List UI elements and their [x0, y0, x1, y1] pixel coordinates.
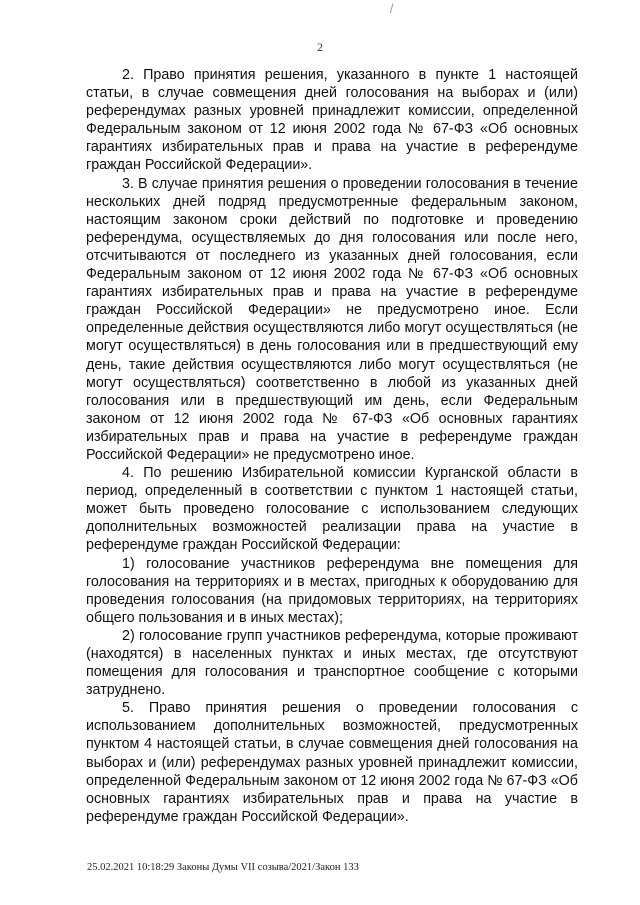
footer-stamp: 25.02.2021 10:18:29 Законы Думы VII созыва/2021/Закон 133 [87, 862, 359, 873]
paragraph-5: 5. Право принятия решения о проведении голосования с использованием дополнительных возможностей, предусмотренных пунктом 4 настоящей статьи, в случае совмещения дней голосования на выборах и (или) референдумах разных уровней принадлежит комиссии, определенной Федеральным законом от 12 июня 2002 года № 67-ФЗ «Об основных гарантиях избирательных прав и права на участие в референдуме граждан Российской Федерации». [86, 700, 578, 825]
list-item-2: 2) голосование групп участников референдума, которые проживают (находятся) в населенных пунктах и иных местах, где отсутствуют помещения для голосования и транспортное сообщение с которыми затруднено. [86, 627, 578, 699]
list-item-1: 1) голосование участников референдума вне помещения для голосования на территориях и в местах, пригодных к оборудованию для проведения голосования (на придомовых территориях, на территориях общего пользования и в иных местах); [86, 555, 578, 626]
paragraph-2: 2. Право принятия решения, указанного в пункте 1 настоящей статьи, в случае совмещения дней голосования на выборах и (или) референдумах разных уровней принадлежит комиссии, определенной Федеральным законом от 12 июня 2002 года № 67-ФЗ «Об основных гарантиях избирательных прав и права на участие в референдуме граждан Российской Федерации». [86, 67, 578, 174]
page-number: 2 [317, 40, 323, 54]
document-body [86, 66, 578, 826]
scan-mark [390, 4, 397, 15]
paragraph-3: 3. В случае принятия решения о проведении голосования в течение нескольких дней подряд предусмотренные федеральным законом, настоящим законом сроки действий по подготовке и проведению референдума, осуществляемых до дня голосования или после него, отсчитываются от последнего из указанных дней голосования, если Федеральным законом от 12 июня 2002 года № 67-ФЗ «Об основных гарантиях избирательных прав и права на участие в референдуме граждан Российской Федерации» не предусмотрено иное. Если определенные действия осуществляются либо могут осуществляться (не могут осуществляться) в день голосования или в предшествующий ему день, такие действия осуществляются либо могут осуществляться (не могут осуществляться) соответственно в любой из указанных дней голосования или в предшествующий им день, если Федеральным законом от 12 июня 2002 года № 67-ФЗ «Об основных гарантиях избирательных прав и права на участие в референдуме граждан Российской Федерации» не предусмотрено иное. [86, 175, 578, 463]
paragraph-4: 4. По решению Избирательной комиссии Курганской области в период, определенный в соответствии с пунктом 1 настоящей статьи, может быть проведено голосование с использованием следующих дополнительных возможностей реализации права на участие в референдуме граждан Российской Федерации: [86, 465, 578, 554]
